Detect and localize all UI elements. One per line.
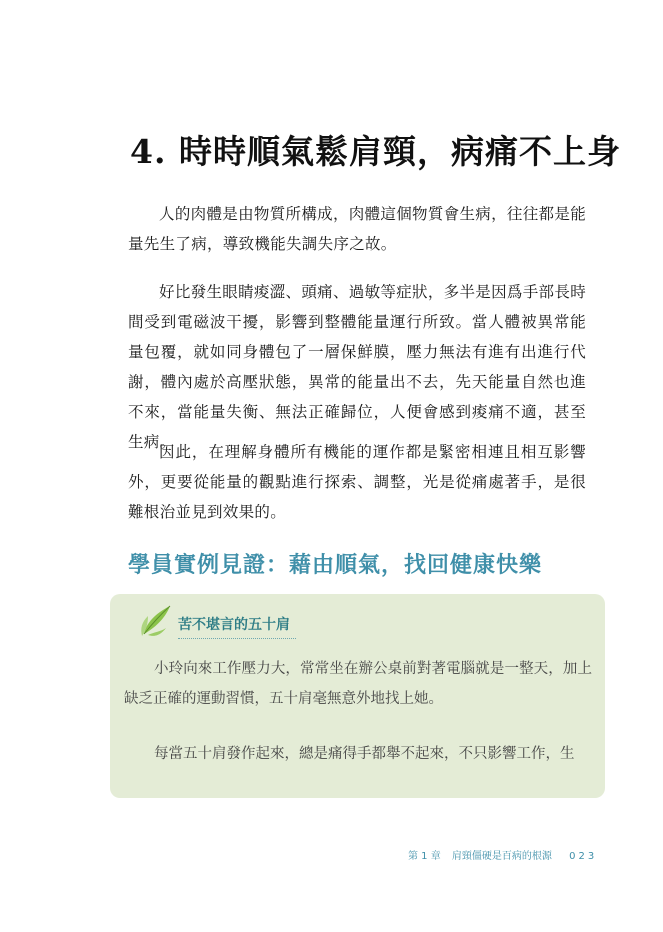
case-study-heading: 學員實例見證：藉由順氣，找回健康快樂 xyxy=(128,553,543,578)
footer-chapter: 第 1 章 xyxy=(408,851,441,862)
case-box-paragraph-2: 每當五十肩發作起來，總是痛得手都舉不起來，不只影響工作，生 xyxy=(154,746,575,762)
case-box-title: 苦不堪言的五十肩 xyxy=(178,614,290,634)
page-footer xyxy=(408,847,597,862)
page-number: 023 xyxy=(569,851,598,862)
section-title: 4. 時時順氣鬆肩頸，病痛不上身 xyxy=(130,132,621,171)
case-study-box xyxy=(110,594,605,798)
footer-chapter-title: 肩頸僵硬是百病的根源 xyxy=(451,851,552,862)
leaf-icon xyxy=(136,602,178,638)
body-paragraph-2: 好比發生眼睛痠澀、頭痛、過敏等症狀，多半是因爲手部長時間受到電磁波干擾，影響到整體能量運行所致。當人體被異常能量包覆，就如同身體包了一層保鮮膜，壓力無法有進有出進行代謝，體內處於高壓狀態，異常的能量出不去，先天能量自然也進不來，當能量失衡、無法正確歸位，人便會感到痠痛不適，甚至生病。 xyxy=(128,283,586,451)
body-paragraph-1: 人的肉體是由物質所構成，肉體這個物質會生病，往往都是能量先生了病，導致機能失調失序之故。 xyxy=(128,205,586,253)
body-paragraph-3: 因此，在理解身體所有機能的運作都是緊密相連且相互影響外，更要從能量的觀點進行探索、調整，光是從痛處著手，是很難根治並見到效果的。 xyxy=(128,443,586,521)
case-box-paragraph-1: 小玲向來工作壓力大，常常坐在辦公桌前對著電腦就是一整天，加上缺乏正確的運動習慣，五十肩毫無意外地找上她。 xyxy=(124,661,592,707)
